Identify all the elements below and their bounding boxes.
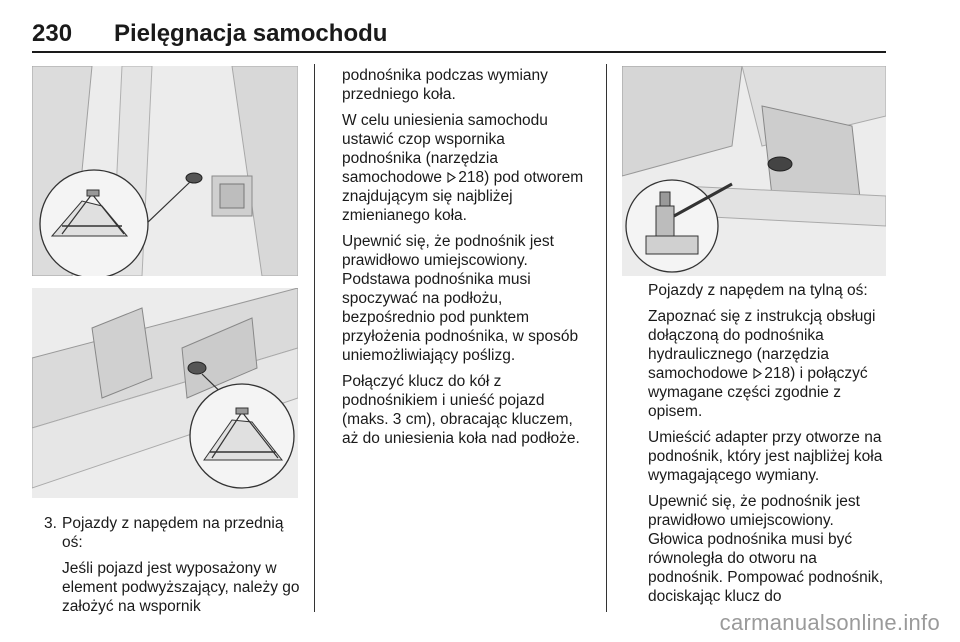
- paragraph: [342, 111, 588, 225]
- step-title: Pojazdy z napędem na przednią oś:: [62, 515, 284, 551]
- column-divider: [606, 64, 607, 612]
- watermark: carmanualsonline.info: [719, 610, 940, 635]
- paragraph: [648, 307, 892, 421]
- step-3-title: [38, 514, 300, 552]
- paragraph-text: Zapoznać się z instrukcją obsługi dołączoną do podnośnika hydraulicznego (narzędzia samochodowe: [648, 308, 876, 382]
- right-column-text: [648, 281, 892, 613]
- page-reference-icon: [753, 368, 762, 379]
- left-column-text: [38, 514, 300, 623]
- paragraph: Pojazdy z napędem na tylną oś:: [648, 282, 868, 299]
- paragraph-text: W celu uniesienia samochodu ustawić czop wspornika podnośnika (narzędzia samochodowe: [342, 112, 548, 186]
- page-number: 230: [32, 20, 73, 47]
- paragraph: Upewnić się, że podnośnik jest prawidłowo umiejscowiony. Podstawa podnośnika musi spoczywać na podłożu, bezpośrednio pod punktem przyłożenia podnośnika, w sposób uniemożliwiający poślizg.: [342, 233, 579, 364]
- paragraph: Upewnić się, że podnośnik jest prawidłowo umiejscowiony. Głowica podnośnika musi być równoległa do otworu na podnośnik. Pompować podnośnik, dociskając klucz do: [648, 493, 884, 605]
- column-divider: [314, 64, 315, 612]
- paragraph-text: ) i połączyć wymagane części zgodnie z opisem.: [648, 365, 868, 420]
- page-header: [32, 20, 886, 50]
- section-title: Pielęgnacja samochodu: [114, 20, 388, 47]
- paragraph: podnośnika podczas wymiany przedniego koła.: [342, 67, 548, 103]
- page-reference: 218: [764, 365, 791, 382]
- paragraph: Umieścić adapter przy otworze na podnośnik, który jest najbliżej koła wymagającego wymiany.: [648, 429, 883, 484]
- middle-column-text: [342, 66, 588, 455]
- header-rule: [32, 51, 886, 53]
- scissor-jack-sill-illustration: [32, 66, 298, 276]
- paragraph-text: ) pod otworem znajdującym się najbliżej zmienianego koła.: [342, 169, 584, 224]
- step-3-text: Jeśli pojazd jest wyposażony w element podwyższający, należy go założyć na wspornik: [62, 560, 300, 615]
- hydraulic-jack-illustration: [622, 66, 886, 276]
- page-reference-icon: [447, 172, 456, 183]
- scissor-jack-frame-illustration: [32, 288, 298, 498]
- step-number: 3.: [44, 515, 57, 532]
- page-reference: 218: [458, 169, 485, 186]
- paragraph: Połączyć klucz do kół z podnośnikiem i unieść pojazd (maks. 3 cm), obracając kluczem, aż do uniesienia koła nad podłoże.: [342, 373, 580, 447]
